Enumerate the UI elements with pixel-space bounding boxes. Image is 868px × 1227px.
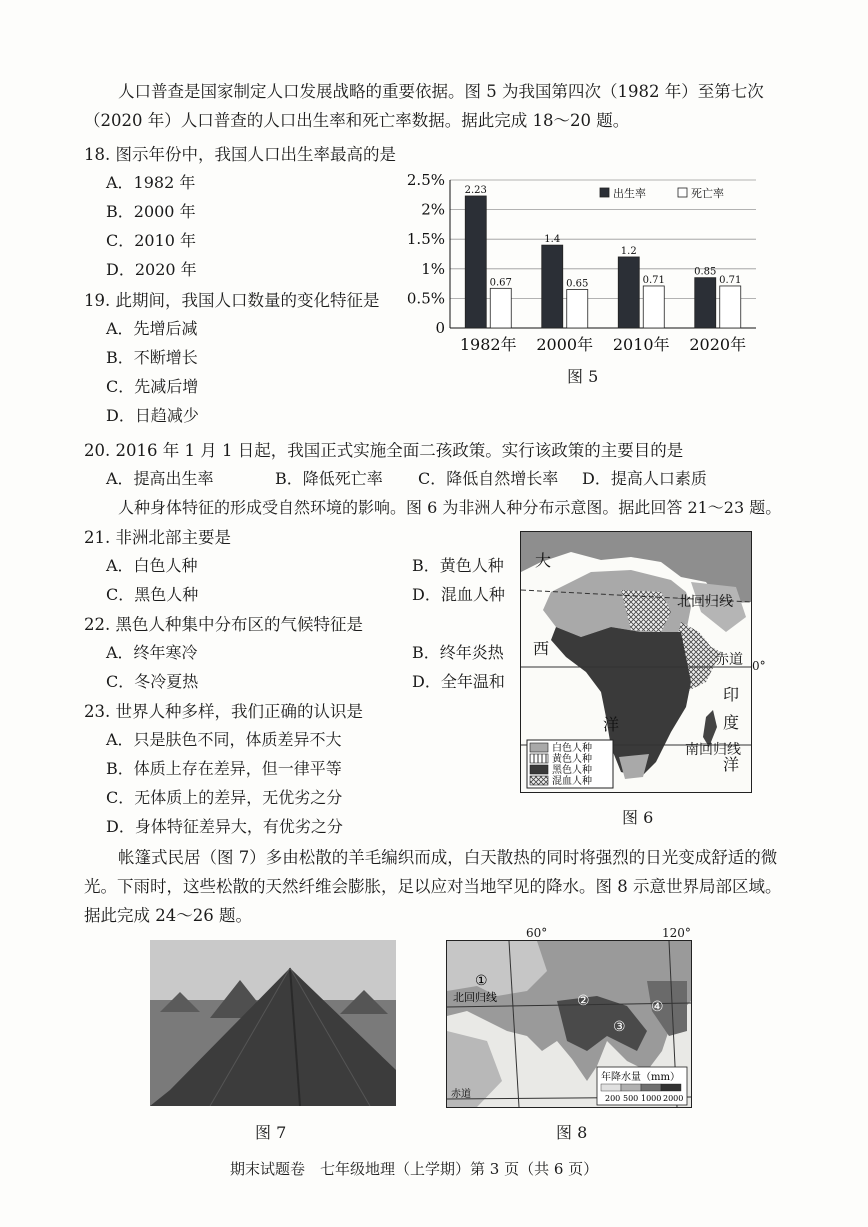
bar-value-label: 1.4 bbox=[544, 234, 561, 246]
question-18-stem: 18. 图示年份中，我国人口出生率最高的是 bbox=[84, 145, 396, 164]
question-23-stem: 23. 世界人种多样，我们正确的认识是 bbox=[84, 702, 363, 721]
figure-5-caption: 图 5 bbox=[567, 367, 599, 386]
q22-option-a[interactable]: A．终年寒冷 bbox=[106, 643, 198, 662]
fig8-label-tropic: 北回归线 bbox=[453, 991, 497, 1004]
bar-death-rate bbox=[567, 290, 588, 328]
map-label-xi: 西 bbox=[533, 639, 550, 658]
map-label-yang2: 洋 bbox=[723, 755, 740, 774]
legend-label-white: 白色人种 bbox=[552, 743, 592, 754]
legend-swatch bbox=[678, 188, 687, 197]
fig8-label-equator: 赤道 bbox=[451, 1089, 471, 1100]
x-category-label: 2010年 bbox=[612, 335, 670, 354]
legend-label: 死亡率 bbox=[691, 187, 724, 200]
map-label-south-tropic: 南回归线 bbox=[685, 742, 741, 758]
intro-paragraph-2: 人种身体特征的形成受自然环境的影响。图 6 为非洲人种分布示意图。据此回答 21～23 题。 bbox=[118, 498, 782, 517]
intro-paragraph-1: 人口普查是国家制定人口发展战略的重要依据。图 5 为我国第四次（1982 年）至第七次（2020 年）人口普查的人口出生率和死亡率数据。据此完成 18～20 题。 bbox=[84, 82, 764, 130]
asia-map-drawing bbox=[447, 941, 691, 1107]
q23-option-a[interactable]: A．只是肤色不同，体质差异不大 bbox=[106, 730, 342, 749]
figure-6-africa-map bbox=[520, 531, 752, 793]
legend-swatch-black bbox=[530, 765, 548, 774]
q18-option-a[interactable]: A．1982 年 bbox=[106, 173, 196, 192]
map-label-equator: 赤道 bbox=[715, 652, 743, 668]
y-tick-label: 1% bbox=[421, 259, 445, 278]
legend-label-black: 黑色人种 bbox=[552, 765, 592, 776]
bar-value-label: 1.2 bbox=[620, 245, 637, 257]
bar-value-label: 0.65 bbox=[566, 278, 589, 290]
q18-option-d[interactable]: D．2020 年 bbox=[106, 260, 197, 279]
africa-north-region bbox=[543, 570, 691, 637]
bar-birth-rate bbox=[695, 278, 716, 328]
y-tick-label: 2.5% bbox=[406, 171, 445, 189]
y-tick-label: 2% bbox=[421, 200, 445, 219]
q19-option-c[interactable]: C．先减后增 bbox=[106, 377, 199, 396]
q20-option-a[interactable]: A．提高出生率 bbox=[106, 469, 214, 488]
q22-option-c[interactable]: C．冬冷夏热 bbox=[106, 672, 199, 691]
tent-photo-drawing bbox=[150, 940, 396, 1106]
fig8-marker-4: ④ bbox=[651, 999, 664, 1015]
bar-value-label: 0.71 bbox=[642, 274, 665, 286]
q22-option-b[interactable]: B．终年炎热 bbox=[412, 643, 504, 662]
page-footer: 期末试题卷 七年级地理（上学期）第 3 页（共 6 页） bbox=[230, 1160, 599, 1178]
intro-paragraph-3: 帐篷式民居（图 7）多由松散的羊毛编织而成，白天散热的同时将强烈的日光变成舒适的微光。下雨时，这些松散的天然纤维会膨胀，足以应对当地罕见的降水。图 8 示意世界局部区域。据此完成 24～26 题。 bbox=[84, 848, 782, 925]
q19-option-a[interactable]: A．先增后减 bbox=[106, 319, 198, 338]
question-21-stem: 21. 非洲北部主要是 bbox=[84, 528, 231, 547]
map-label-north-tropic: 北回归线 bbox=[677, 594, 733, 610]
figure-8-asia-map bbox=[446, 940, 692, 1108]
q21-option-c[interactable]: C．黑色人种 bbox=[106, 585, 199, 604]
q19-option-d[interactable]: D．日趋减少 bbox=[106, 406, 199, 425]
q21-option-a[interactable]: A．白色人种 bbox=[106, 556, 198, 575]
y-tick-label: 0.5% bbox=[406, 289, 445, 308]
africa-map-drawing bbox=[521, 532, 751, 792]
question-22-stem: 22. 黑色人种集中分布区的气候特征是 bbox=[84, 615, 363, 634]
legend-swatch-mixed bbox=[530, 776, 548, 785]
y-tick-label: 1.5% bbox=[406, 230, 445, 249]
legend-label: 出生率 bbox=[613, 187, 646, 200]
x-category-label: 2020年 bbox=[689, 335, 747, 354]
q20-option-c[interactable]: C．降低自然增长率 bbox=[418, 469, 559, 488]
figure-7-tent-photo bbox=[150, 940, 396, 1106]
bar-value-label: 0.85 bbox=[694, 266, 717, 278]
bar-birth-rate bbox=[542, 245, 563, 328]
figure-5-bar-chart bbox=[400, 166, 770, 360]
q18-option-c[interactable]: C．2010 年 bbox=[106, 231, 197, 250]
q20-option-b[interactable]: B．降低死亡率 bbox=[275, 469, 383, 488]
africa-south-tip-region bbox=[619, 754, 649, 779]
fig8-label-lon120: 120° bbox=[662, 926, 691, 940]
y-tick-label: 0 bbox=[435, 319, 445, 337]
precip-legend-title: 年降水量（mm） bbox=[601, 1072, 680, 1083]
bar-death-rate bbox=[490, 288, 511, 328]
q23-option-b[interactable]: B．体质上存在差异，但一律平等 bbox=[106, 759, 342, 778]
q20-option-d[interactable]: D．提高人口素质 bbox=[582, 469, 707, 488]
q19-option-b[interactable]: B．不断增长 bbox=[106, 348, 198, 367]
bar-value-label: 0.71 bbox=[719, 274, 742, 286]
figure-7-caption: 图 7 bbox=[255, 1123, 287, 1142]
bar-value-label: 0.67 bbox=[489, 277, 512, 289]
q23-option-d[interactable]: D．身体特征差异大，有优劣之分 bbox=[106, 817, 343, 836]
legend-label-mixed: 混血人种 bbox=[552, 776, 592, 787]
figure-6-caption: 图 6 bbox=[622, 808, 654, 827]
map-label-zero-degree: 0° bbox=[752, 659, 766, 673]
map-label-yin: 印 bbox=[723, 685, 740, 704]
fig8-label-lon60: 60° bbox=[526, 926, 548, 940]
q22-option-d[interactable]: D．全年温和 bbox=[412, 672, 505, 691]
q21-option-b[interactable]: B．黄色人种 bbox=[412, 556, 504, 575]
fig8-marker-1: ① bbox=[475, 973, 488, 989]
legend-swatch bbox=[600, 188, 609, 197]
x-category-label: 2000年 bbox=[536, 335, 594, 354]
x-category-label: 1982年 bbox=[459, 335, 517, 354]
bar-birth-rate bbox=[465, 196, 486, 328]
legend-label-yellow: 黄色人种 bbox=[552, 754, 592, 765]
fig8-marker-2: ② bbox=[577, 993, 590, 1009]
q23-option-c[interactable]: C．无体质上的差异，无优劣之分 bbox=[106, 788, 343, 807]
precip-tick-200: 200 bbox=[605, 1094, 621, 1103]
q18-option-b[interactable]: B．2000 年 bbox=[106, 202, 196, 221]
precip-tick-500: 500 bbox=[623, 1094, 639, 1103]
fig8-marker-3: ③ bbox=[613, 1019, 626, 1035]
precip-tick-2000: 2000 bbox=[663, 1094, 684, 1103]
map-label-du: 度 bbox=[723, 713, 740, 732]
precip-tick-1000: 1000 bbox=[641, 1094, 662, 1103]
bar-death-rate bbox=[720, 286, 741, 328]
bar-death-rate bbox=[643, 286, 664, 328]
legend-swatch-yellow bbox=[530, 754, 548, 763]
bar-value-label: 2.23 bbox=[464, 184, 487, 196]
map-label-yang: 洋 bbox=[603, 715, 620, 734]
figure-8-caption: 图 8 bbox=[556, 1123, 588, 1142]
q21-option-d[interactable]: D．混血人种 bbox=[412, 585, 505, 604]
bar-birth-rate bbox=[618, 257, 639, 328]
question-20-stem: 20. 2016 年 1 月 1 日起，我国正式实施全面二孩政策。实行该政策的主要目的是 bbox=[84, 441, 684, 460]
legend-swatch-white bbox=[530, 743, 548, 752]
map-label-da: 大 bbox=[535, 551, 552, 570]
question-19-stem: 19. 此期间，我国人口数量的变化特征是 bbox=[84, 291, 380, 310]
